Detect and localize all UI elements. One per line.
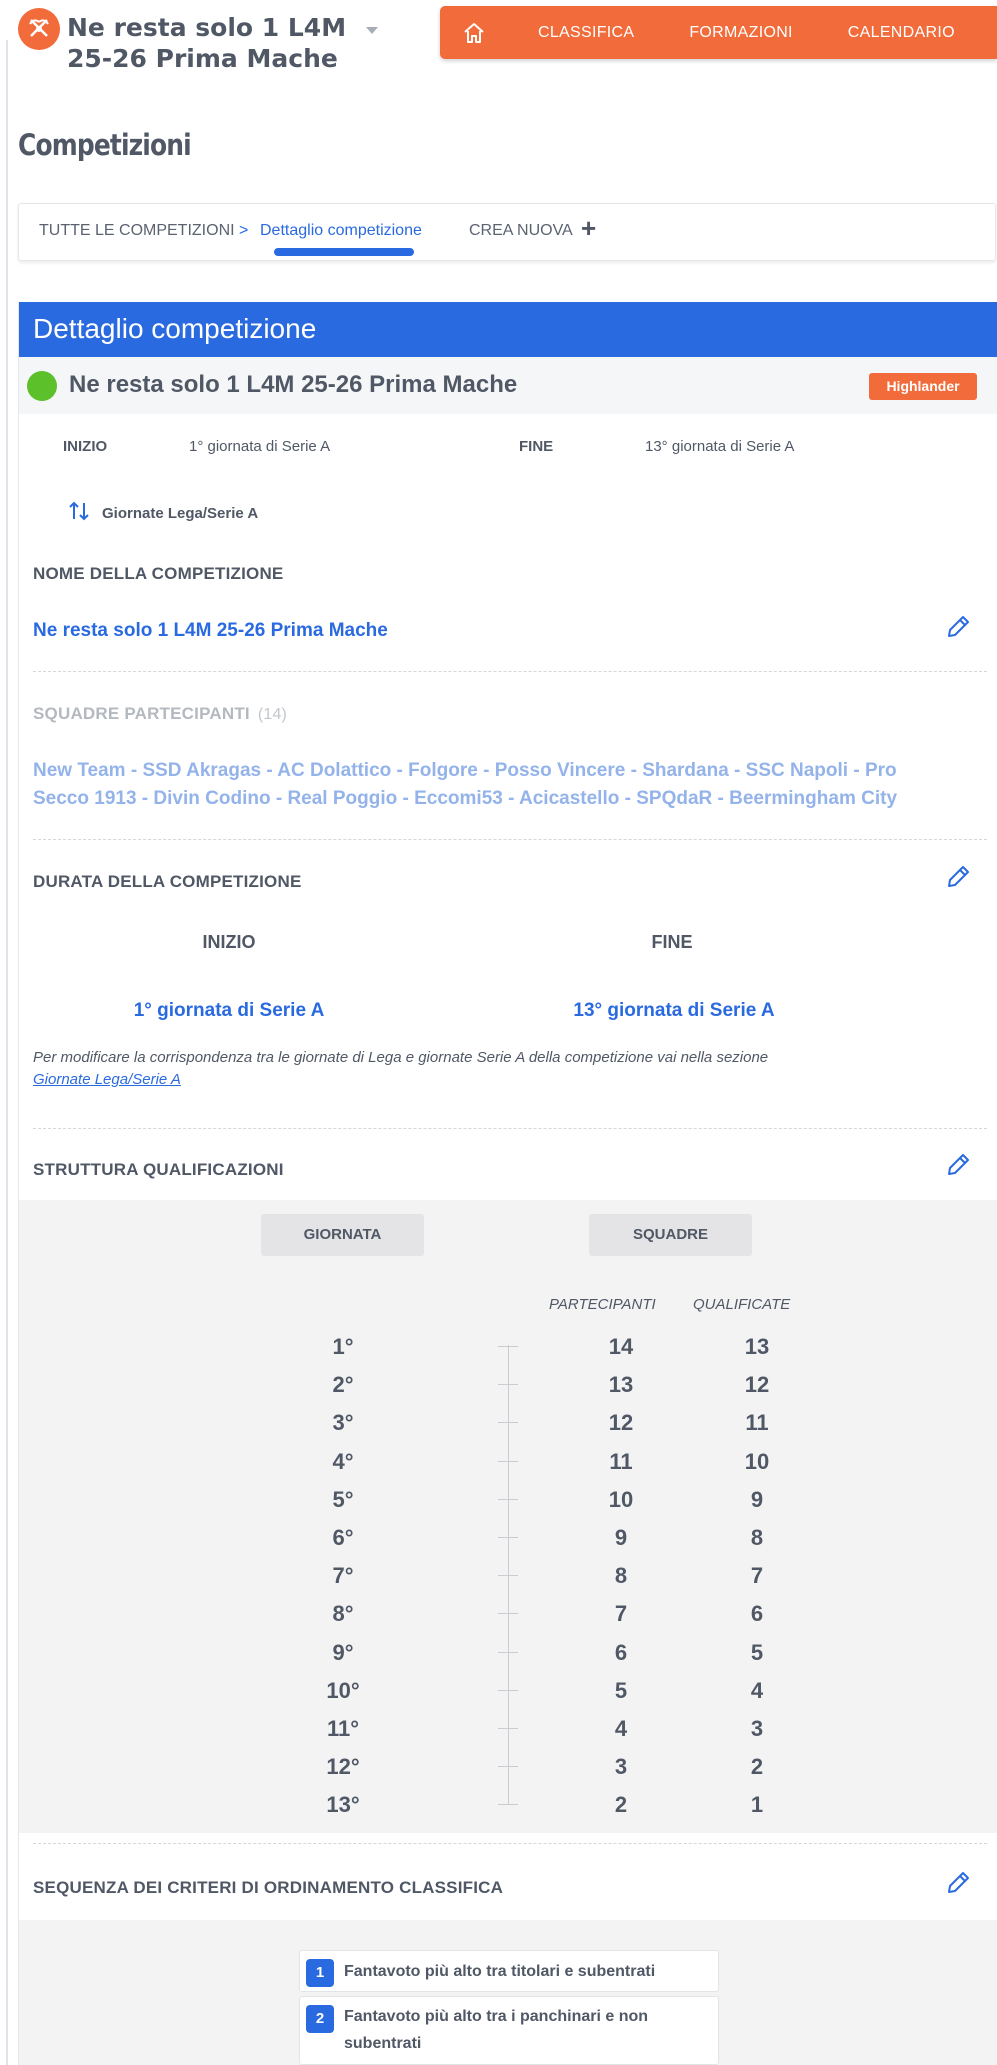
timeline-tick xyxy=(498,1499,518,1500)
duration-end-label: FINE xyxy=(651,932,693,952)
giornata-cell: 2° xyxy=(332,1372,354,1398)
window-edge xyxy=(6,40,8,2065)
qualificate-cell: 9 xyxy=(750,1486,764,1512)
competition-name: Ne resta solo 1 L4M 25-26 Prima Mache xyxy=(69,371,518,398)
qualificate-cell: 8 xyxy=(750,1525,764,1550)
squadre-column-button[interactable]: SQUADRE xyxy=(589,1214,752,1256)
qualifications-section-title: STRUTTURA QUALIFICAZIONI xyxy=(33,1160,284,1179)
criteria-number: 2 xyxy=(306,2005,334,2033)
criteria-list xyxy=(19,1920,997,2065)
partecipanti-cell: 2 xyxy=(614,1792,628,1818)
competition-type-badge: Highlander xyxy=(869,373,977,400)
criteria-section-title: SEQUENZA DEI CRITERI DI ORDINAMENTO CLASSIFICA xyxy=(33,1878,504,1897)
duration-start-label: INIZIO xyxy=(202,932,256,952)
qualification-row xyxy=(19,1334,997,1372)
qualification-row xyxy=(19,1640,997,1678)
criteria-item[interactable] xyxy=(299,1996,719,2065)
giornata-cell: 13° xyxy=(326,1792,360,1818)
partecipanti-cell: 11 xyxy=(609,1448,633,1474)
qualification-row xyxy=(19,1525,997,1563)
teams-count: (14) xyxy=(257,706,288,723)
criteria-label-line-1: Fantavoto più alto tra i panchinari e non xyxy=(344,2008,649,2025)
nav-classifica[interactable]: CLASSIFICA xyxy=(538,23,635,41)
timeline-tick xyxy=(498,1384,518,1385)
duration-start-value: 1° giornata di Serie A xyxy=(133,1000,325,1021)
duration-end-value: 13° giornata di Serie A xyxy=(573,1000,775,1021)
qualificate-cell: 1 xyxy=(750,1792,764,1818)
partecipanti-cell: 4 xyxy=(614,1716,628,1741)
timeline-tick xyxy=(498,1575,518,1576)
plus-icon[interactable]: + xyxy=(581,213,597,243)
timeline-tick xyxy=(498,1728,518,1729)
qualification-row xyxy=(19,1792,997,1830)
qualificate-cell: 5 xyxy=(750,1639,764,1665)
breadcrumb-separator: > xyxy=(239,222,249,239)
qualification-row xyxy=(19,1716,997,1754)
partecipanti-cell: 9 xyxy=(614,1525,628,1550)
start-value: 1° giornata di Serie A xyxy=(189,438,331,455)
qualification-row xyxy=(19,1487,997,1525)
qualificate-cell: 2 xyxy=(750,1754,764,1780)
competition-name-value: Ne resta solo 1 L4M 25-26 Prima Mache xyxy=(33,620,388,641)
end-value: 13° giornata di Serie A xyxy=(645,438,795,455)
swap-vertical-icon[interactable] xyxy=(67,500,91,522)
timeline-tick xyxy=(498,1346,518,1347)
giornata-cell: 3° xyxy=(332,1410,354,1436)
active-tab-indicator xyxy=(274,248,414,256)
qualificate-cell: 4 xyxy=(750,1677,764,1703)
qualificate-header: QUALIFICATE xyxy=(693,1296,791,1313)
giornata-cell: 10° xyxy=(326,1677,360,1703)
home-button[interactable] xyxy=(440,6,508,59)
nav-calendario[interactable]: CALENDARIO xyxy=(847,23,955,41)
main-nav xyxy=(440,6,997,59)
timeline-tick xyxy=(498,1537,518,1538)
partecipanti-cell: 13 xyxy=(608,1372,634,1398)
card-header: Dettaglio competizione xyxy=(19,302,997,357)
partecipanti-cell: 3 xyxy=(614,1754,628,1780)
partecipanti-cell: 10 xyxy=(608,1486,634,1512)
start-label: INIZIO xyxy=(63,438,108,455)
timeline-tick xyxy=(498,1613,518,1614)
qualificate-cell: 6 xyxy=(750,1601,764,1627)
qualificate-cell: 3 xyxy=(750,1716,764,1741)
criteria-label-line-2: subentrati xyxy=(344,2035,422,2052)
partecipanti-header: PARTECIPANTI xyxy=(549,1296,656,1313)
partecipanti-cell: 7 xyxy=(614,1601,628,1627)
competition-summary xyxy=(19,357,997,414)
partecipanti-cell: 14 xyxy=(608,1334,634,1359)
qualification-row xyxy=(19,1563,997,1601)
league-title[interactable]: Ne resta solo 1 L4M 25-26 Prima Mache xyxy=(67,13,347,73)
timeline-tick xyxy=(498,1804,518,1805)
divider xyxy=(33,671,987,672)
teams-section-title xyxy=(33,704,287,724)
edit-name-pencil-icon[interactable] xyxy=(943,612,973,642)
criteria-item[interactable] xyxy=(299,1950,719,1992)
page-title: Competizioni xyxy=(18,128,191,162)
timeline-tick xyxy=(498,1766,518,1767)
giornata-cell: 1° xyxy=(332,1334,354,1359)
teams-list: New Team - SSD Akragas - AC Dolattico - Folgore - Posso Vincere - Shardana - SSC Napoli - Pro Secco 1913 - Divin Codino - Real Poggio - Eccomi53 - Acicastello - SPQdaR - Beermingham City xyxy=(33,760,898,809)
giornata-cell: 9° xyxy=(332,1639,354,1665)
criteria-number: 1 xyxy=(306,1959,334,1987)
giornata-cell: 6° xyxy=(332,1525,354,1550)
chevron-down-icon[interactable] xyxy=(366,27,378,34)
name-section-title: NOME DELLA COMPETIZIONE xyxy=(33,564,284,583)
qualification-row xyxy=(19,1678,997,1716)
tab-competition-detail[interactable]: Dettaglio competizione xyxy=(260,222,422,239)
league-logo[interactable] xyxy=(18,8,60,50)
teams-section-label: SQUADRE PARTECIPANTI xyxy=(33,704,250,723)
timeline-tick xyxy=(498,1422,518,1423)
duration-note-text: Per modificare la corrispondenza tra le giornate di Lega e giornate Serie A della competizione vai nella sezione xyxy=(33,1049,769,1066)
qualificate-cell: 10 xyxy=(744,1448,770,1474)
qualification-row xyxy=(19,1449,997,1487)
giornata-cell: 5° xyxy=(332,1486,354,1512)
timeline-tick xyxy=(498,1652,518,1653)
duration-note xyxy=(33,1047,933,1091)
criteria-label: Fantavoto più alto tra titolari e subentrati xyxy=(344,1963,656,1980)
divider xyxy=(33,839,987,840)
breadcrumb xyxy=(18,203,996,261)
duration-section-title: DURATA DELLA COMPETIZIONE xyxy=(33,872,302,891)
tab-all-competitions[interactable]: TUTTE LE COMPETIZIONI xyxy=(39,222,235,239)
qualificate-cell: 12 xyxy=(744,1372,770,1398)
tab-create-new[interactable]: CREA NUOVA xyxy=(469,222,573,239)
giornata-column-button[interactable]: GIORNATA xyxy=(261,1214,424,1256)
qualification-row xyxy=(19,1754,997,1792)
app-header xyxy=(0,0,997,72)
competition-detail-card xyxy=(18,302,997,2065)
partecipanti-cell: 12 xyxy=(608,1410,634,1436)
divider xyxy=(33,1843,987,1844)
end-label: FINE xyxy=(519,438,554,455)
qualificate-cell: 13 xyxy=(744,1334,770,1359)
giornata-cell: 12° xyxy=(326,1754,360,1780)
home-icon xyxy=(462,22,486,44)
giornata-cell: 4° xyxy=(332,1448,354,1474)
edit-criteria-pencil-icon[interactable] xyxy=(943,1868,973,1898)
partecipanti-cell: 5 xyxy=(614,1677,628,1703)
edit-duration-pencil-icon[interactable] xyxy=(943,862,973,892)
giornate-link[interactable]: Giornate Lega/Serie A xyxy=(33,1071,181,1088)
giornata-cell: 7° xyxy=(332,1563,354,1589)
qualification-row xyxy=(19,1410,997,1448)
divider xyxy=(33,1128,987,1129)
qualificate-cell: 11 xyxy=(745,1410,769,1436)
timeline-tick xyxy=(498,1461,518,1462)
giornata-cell: 11° xyxy=(326,1716,360,1741)
status-indicator xyxy=(27,371,57,401)
giornate-toggle[interactable]: Giornate Lega/Serie A xyxy=(102,505,259,522)
edit-qualifications-pencil-icon[interactable] xyxy=(943,1150,973,1180)
qualificate-cell: 7 xyxy=(750,1563,764,1589)
partecipanti-cell: 6 xyxy=(614,1639,628,1665)
nav-formazioni[interactable]: FORMAZIONI xyxy=(689,23,793,41)
league-logo-icon xyxy=(26,16,52,42)
giornata-cell: 8° xyxy=(332,1601,354,1627)
qualification-row xyxy=(19,1372,997,1410)
qualification-row xyxy=(19,1601,997,1639)
partecipanti-cell: 8 xyxy=(614,1563,628,1589)
timeline-tick xyxy=(498,1690,518,1691)
qualifications-table xyxy=(19,1200,997,1833)
